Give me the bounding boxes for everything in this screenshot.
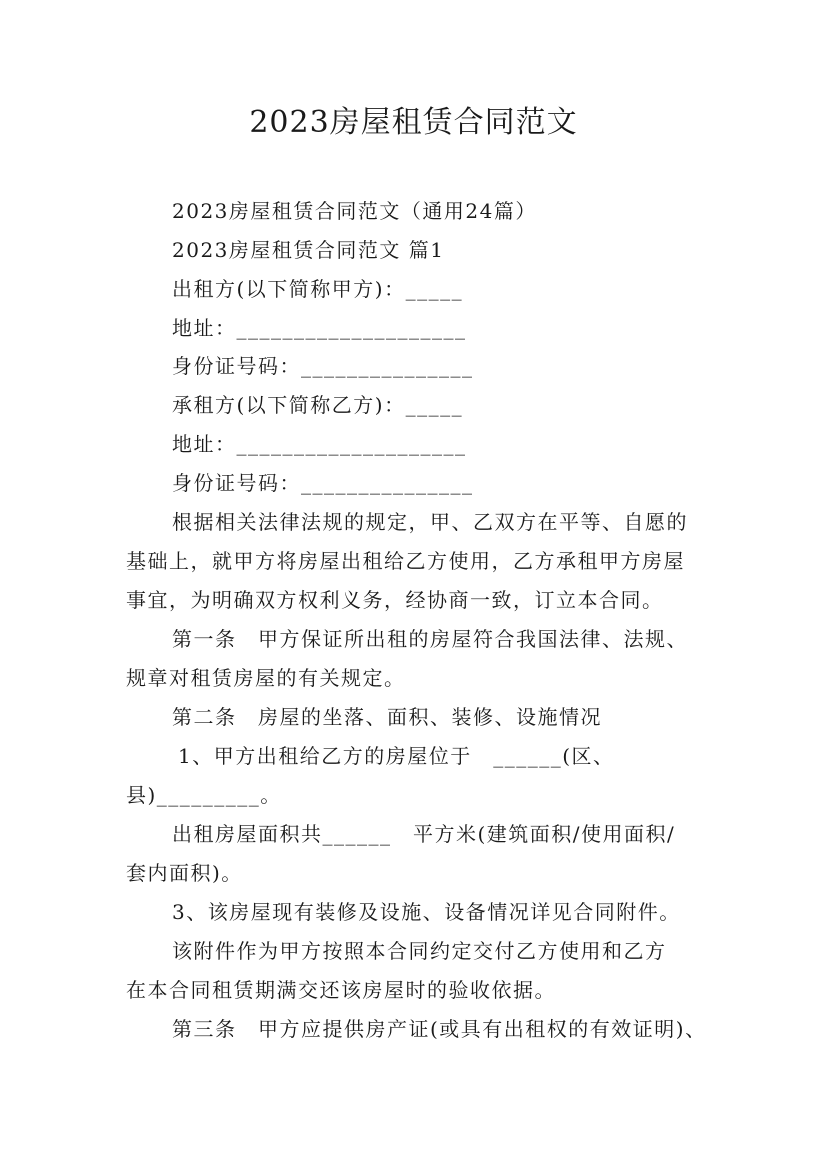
- article-line: 3、该房屋现有装修及设施、设备情况详见合同附件。: [172, 900, 681, 924]
- lessor-id-line: 身份证号码：_______________: [172, 354, 474, 378]
- document-title: 2023房屋租赁合同范文: [249, 105, 578, 140]
- article-line: 县)_________。: [126, 783, 282, 807]
- article-line: 第一条 甲方保证所出租的房屋符合我国法律、法规、: [172, 627, 688, 651]
- article-line: 第二条 房屋的坐落、面积、装修、设施情况: [172, 705, 602, 729]
- paragraph-line: 根据相关法律法规的规定，甲、乙双方在平等、自愿的: [172, 510, 688, 534]
- lessor-line: 出租方(以下简称甲方)：_____: [172, 277, 464, 301]
- lessee-address-line: 地址：____________________: [172, 432, 467, 456]
- lessor-address-line: 地址：____________________: [172, 316, 467, 340]
- paragraph-line: 事宜，为明确双方权利义务，经协商一致，订立本合同。: [126, 588, 664, 612]
- article-line: 套内面积)。: [126, 861, 243, 885]
- lessee-id-line: 身份证号码：_______________: [172, 471, 474, 495]
- article-line: 在本合同租赁期满交还该房屋时的验收依据。: [126, 978, 556, 1002]
- section-heading: 2023房屋租赁合同范文 篇1: [172, 238, 445, 262]
- subtitle-line: 2023房屋租赁合同范文（通用24篇）: [172, 199, 537, 223]
- article-line: 该附件作为甲方按照本合同约定交付乙方使用和乙方: [172, 939, 667, 963]
- article-line: 1、甲方出租给乙方的房屋位于 ______(区、: [178, 744, 615, 768]
- article-line: 规章对租赁房屋的有关规定。: [126, 666, 406, 690]
- paragraph-line: 基础上，就甲方将房屋出租给乙方使用，乙方承租甲方房屋: [126, 549, 685, 573]
- article-line: 第三条 甲方应提供房产证(或具有出租权的有效证明)、: [172, 1017, 707, 1041]
- lessee-line: 承租方(以下简称乙方)：_____: [172, 393, 464, 417]
- article-line: 出租房屋面积共______ 平方米(建筑面积/使用面积/: [172, 822, 676, 846]
